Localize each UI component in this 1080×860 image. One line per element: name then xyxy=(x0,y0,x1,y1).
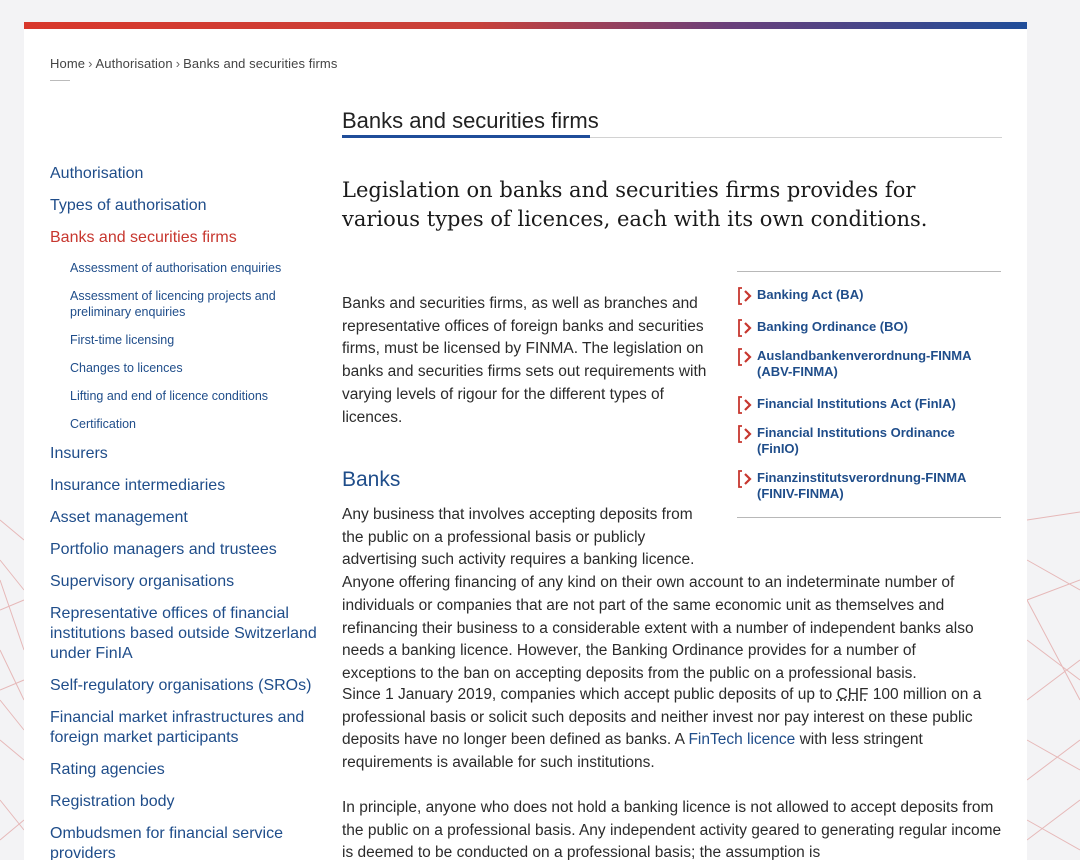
sidebar-item-insurance-intermediaries[interactable]: Insurance intermediaries xyxy=(50,477,226,494)
sidebar-item-insurers[interactable]: Insurers xyxy=(50,445,108,462)
breadcrumb-separator: › xyxy=(175,56,181,71)
breadcrumb-separator: › xyxy=(88,56,93,71)
related-link-label: Financial Institutions Act (FinIA) xyxy=(757,396,956,411)
banks-paragraph-1-rest: Anyone offering financing of any kind on their own account to an indeterminate number of individuals or companies that are not part of the same economic unit as themselves and refinancing their business to a considerable extent with a number of independent banks also needs a banking licence. However, the Banking Ordinance provides for a number of exceptions to the ban on accepting deposits from the public on a professional basis. xyxy=(342,574,974,682)
page-container xyxy=(24,22,1027,860)
breadcrumb-current: Banks and securities firms xyxy=(183,56,338,71)
sidebar-item-rating-agencies[interactable]: Rating agencies xyxy=(50,761,165,778)
sidebar-item-types-of-authorisation[interactable]: Types of authorisation xyxy=(50,197,207,214)
sidebar-subitem-assessment-authorisation-enquiries[interactable]: Assessment of authorisation enquiries xyxy=(70,261,282,275)
sidebar-subitem-first-time-licensing[interactable]: First-time licensing xyxy=(70,333,175,347)
external-link-icon xyxy=(737,396,757,414)
sidebar-subitem-assessment-licencing-projects[interactable]: Assessment of licencing projects and preliminary enquiries xyxy=(70,289,276,319)
external-link-icon xyxy=(737,470,757,488)
brand-bar xyxy=(24,22,1027,29)
related-link-finia[interactable] xyxy=(737,396,987,414)
sidebar-item-sros[interactable]: Self-regulatory organisations (SROs) xyxy=(50,677,312,694)
related-link-label: Banking Ordinance (BO) xyxy=(757,319,908,334)
related-link-label: Banking Act (BA) xyxy=(757,287,864,302)
banks-paragraph-2-mid: 100 million on a professional basis or solicit such deposits and neither invest nor pay interest on these public deposits have no longer been defined as banks. A xyxy=(342,686,982,749)
breadcrumb-home[interactable]: Home xyxy=(50,56,86,71)
related-link-label: Financial Institutions Ordinance (FinIO) xyxy=(757,425,955,456)
sidebar-subitem-lifting-licence-conditions[interactable]: Lifting and end of licence conditions xyxy=(70,389,269,403)
sidebar-item-banks-and-securities-firms[interactable]: Banks and securities firms xyxy=(50,229,237,246)
page-title: Banks and securities firms xyxy=(342,108,599,133)
banks-paragraph-1 xyxy=(342,504,994,686)
related-link-label: Finanzinstitutsverordnung-FINMA (FINIV-FINMA) xyxy=(757,470,966,501)
banks-paragraph-2-end: with less stringent requirements is available for such institutions. xyxy=(342,731,923,772)
title-underline xyxy=(342,135,590,138)
sidebar-item-financial-market-infrastructures[interactable]: Financial market infrastructures and foreign market participants xyxy=(50,709,305,746)
intro-paragraph: Banks and securities firms, as well as branches and representative offices of foreign banks and securities firms, must be licensed by FINMA. The legislation on banks and securities firms sets out requirements with varying levels of rigour for the different types of licences. xyxy=(342,295,707,426)
external-link-icon xyxy=(737,319,757,337)
sidebar-item-asset-management[interactable]: Asset management xyxy=(50,509,188,526)
banks-paragraph-2-start: Since 1 January 2019, companies which accept public deposits of up to xyxy=(342,686,837,703)
banks-paragraph-2 xyxy=(342,684,1002,775)
breadcrumb-rule xyxy=(50,80,70,81)
related-link-banking-ordinance[interactable] xyxy=(737,319,987,337)
external-link-icon xyxy=(737,348,757,366)
section-heading-banks: Banks xyxy=(342,468,401,491)
chf-abbreviation: CHF xyxy=(836,686,869,703)
related-link-banking-act[interactable] xyxy=(737,287,987,305)
lead-text: Legislation on banks and securities firms provides for various types of licences, each with its own conditions. xyxy=(342,178,928,231)
external-link-icon xyxy=(737,287,757,305)
related-links-box xyxy=(737,271,1001,518)
sidebar-subitem-changes-to-licences[interactable]: Changes to licences xyxy=(70,361,183,375)
breadcrumb-authorisation[interactable]: Authorisation xyxy=(95,56,173,71)
sidebar-nav xyxy=(50,164,320,860)
external-link-icon xyxy=(737,425,757,443)
related-link-label: Auslandbankenverordnung-FINMA (ABV-FINMA) xyxy=(757,348,972,379)
sidebar-item-representative-offices[interactable]: Representative offices of financial institutions based outside Switzerland under FinIA xyxy=(50,605,317,662)
banks-paragraph-3: In principle, anyone who does not hold a banking licence is not allowed to accept deposits from the public on a professional basis. Any independent activity geared to generating regular income is deemed to be conducted on a professional basis; the assumption is xyxy=(342,799,1002,860)
sidebar-item-ombudsmen[interactable]: Ombudsmen for financial service providers xyxy=(50,825,283,860)
sidebar-item-supervisory-organisations[interactable]: Supervisory organisations xyxy=(50,573,235,590)
title-rule xyxy=(342,137,1002,138)
related-link-finio[interactable] xyxy=(737,425,987,457)
fintech-licence-link[interactable]: FinTech licence xyxy=(688,731,796,749)
sidebar-subitem-certification[interactable]: Certification xyxy=(70,417,136,431)
sidebar-item-registration-body[interactable]: Registration body xyxy=(50,793,175,810)
sidebar-item-authorisation[interactable]: Authorisation xyxy=(50,165,144,182)
breadcrumb xyxy=(50,56,337,71)
related-link-abv-finma[interactable] xyxy=(737,348,987,380)
related-link-finiv-finma[interactable] xyxy=(737,470,987,502)
banks-paragraph-1-lead: Any business that involves accepting deposits from the public on a professional basis or publicly advertising such activity requires a banking licence. xyxy=(342,506,695,569)
sidebar-item-portfolio-managers[interactable]: Portfolio managers and trustees xyxy=(50,541,277,558)
